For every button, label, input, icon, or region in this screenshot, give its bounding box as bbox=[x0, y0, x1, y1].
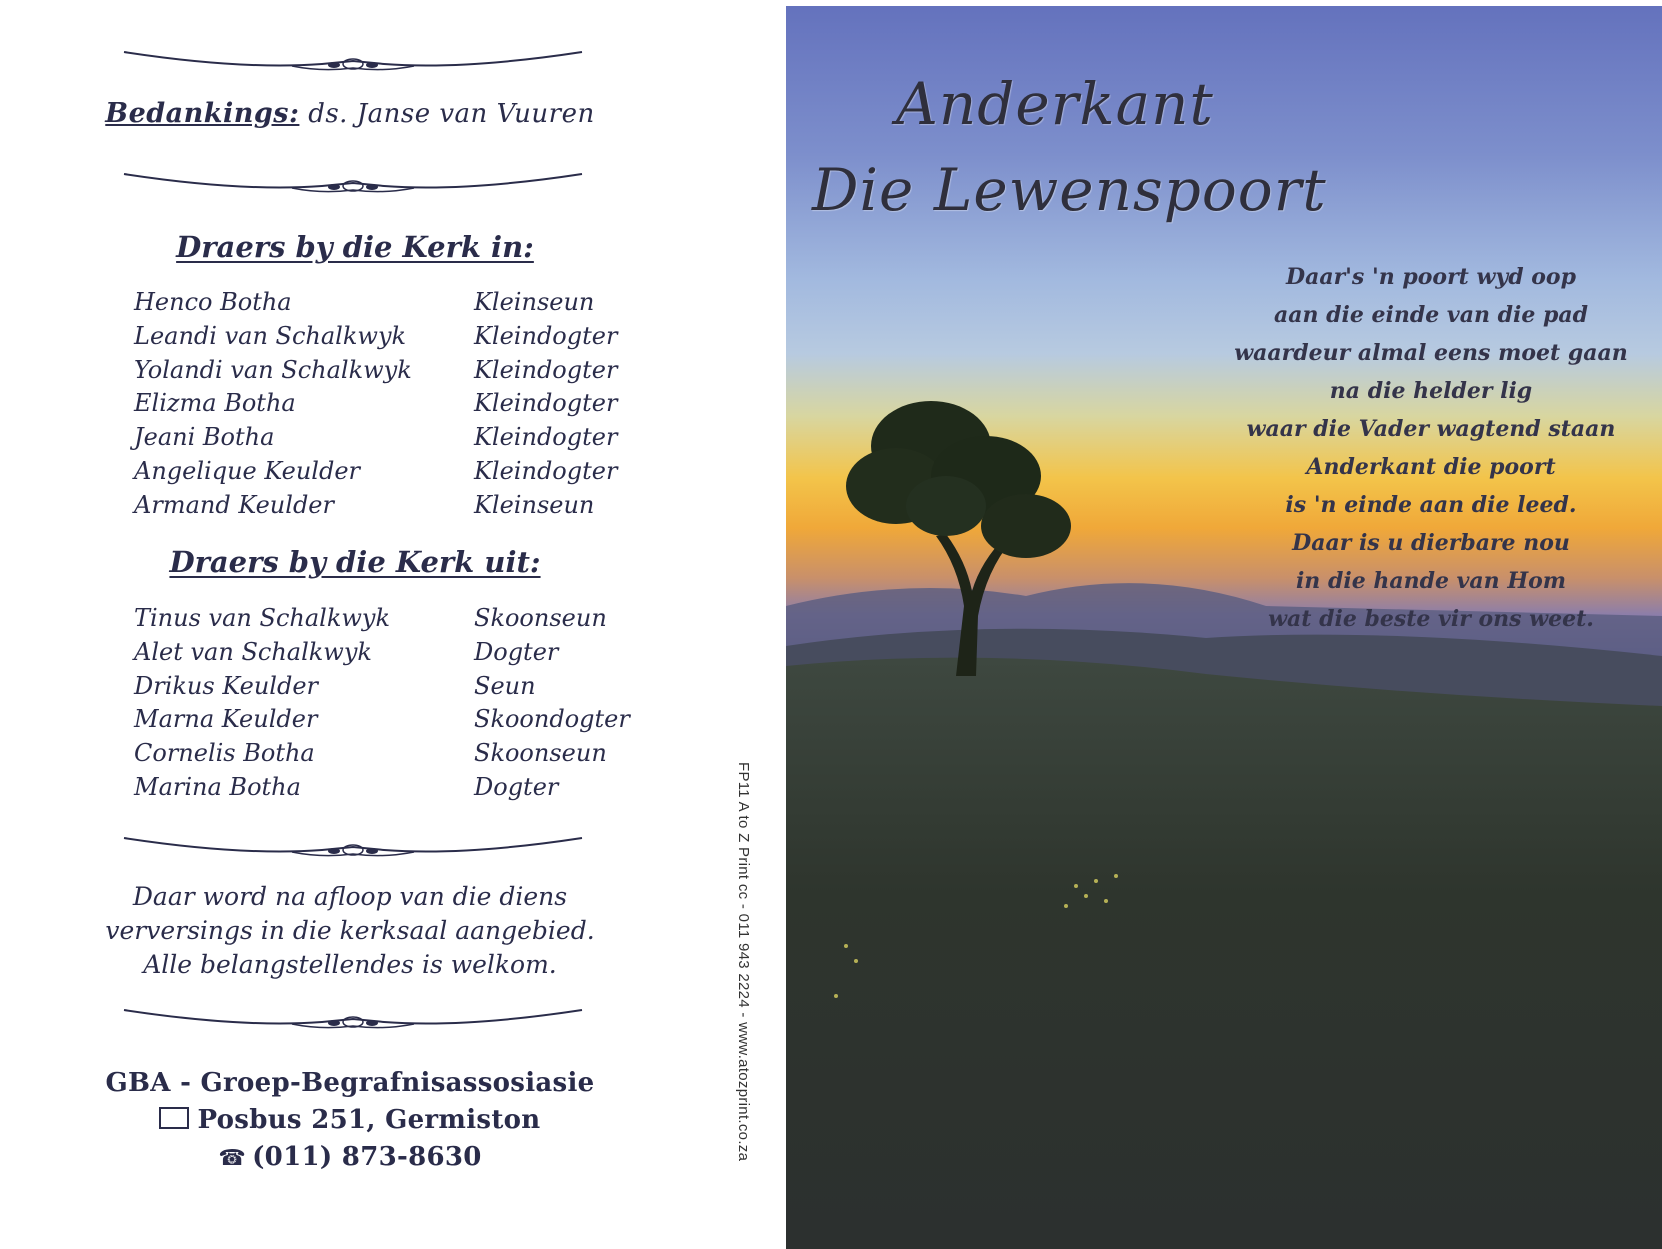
poem-line: na die helder lig bbox=[1329, 378, 1533, 404]
list-item bbox=[134, 288, 634, 322]
pallbearer-relation: Kleinseun bbox=[474, 490, 595, 519]
pallbearer-name: Tinus van Schalkwyk bbox=[134, 604, 391, 632]
acknowledgements bbox=[0, 98, 700, 129]
pallbearer-name: Henco Botha bbox=[134, 288, 292, 316]
notice-line: Daar word na afloop van die diens bbox=[132, 882, 568, 911]
list-item bbox=[134, 604, 634, 638]
ornament-divider bbox=[122, 44, 584, 78]
pallbearer-name: Yolandi van Schalkwyk bbox=[134, 355, 412, 384]
pallbearers-out-list bbox=[134, 604, 634, 807]
poem-line: Daar's 'n poort wyd oop bbox=[1286, 264, 1576, 290]
list-item bbox=[134, 739, 634, 773]
ornament-divider bbox=[122, 166, 584, 200]
pallbearer-relation: Kleinseun bbox=[474, 288, 595, 316]
pallbearer-name: Leandi van Schalkwyk bbox=[134, 321, 407, 350]
pallbearer-name: Drikus Keulder bbox=[134, 671, 318, 700]
pallbearer-name: Marina Botha bbox=[134, 772, 301, 801]
poem-line: wat die beste vir ons weet. bbox=[1268, 606, 1594, 632]
pallbearer-relation: Kleindogter bbox=[474, 456, 618, 485]
acknowledgements-value: ds. Janse van Vuuren bbox=[308, 99, 595, 129]
pallbearer-relation: Skoondogter bbox=[474, 705, 630, 734]
list-item bbox=[134, 322, 634, 356]
pallbearers-in-heading: Draers by die Kerk in: bbox=[176, 230, 534, 264]
list-item bbox=[134, 491, 634, 525]
association-phone bbox=[0, 1139, 700, 1177]
pallbearer-name: Jeani Botha bbox=[134, 423, 275, 452]
list-item bbox=[134, 389, 634, 423]
pallbearer-relation: Kleindogter bbox=[474, 321, 618, 350]
list-item bbox=[134, 423, 634, 457]
pallbearer-name: Alet van Schalkwyk bbox=[134, 637, 372, 666]
pallbearer-name: Elizma Botha bbox=[134, 389, 296, 418]
cover-title-line1: Anderkant bbox=[896, 70, 1214, 138]
list-item bbox=[134, 356, 634, 390]
association-name: GBA - Groep-Begrafnisassosiasie bbox=[105, 1068, 595, 1098]
poem-line: Daar is u dierbare nou bbox=[1292, 530, 1570, 556]
ornament-divider bbox=[122, 1002, 584, 1036]
cover-page bbox=[786, 6, 1662, 1249]
poem-line: waar die Vader wagtend staan bbox=[1246, 416, 1616, 442]
refreshments-notice bbox=[0, 880, 700, 982]
pallbearer-name: Cornelis Botha bbox=[134, 739, 315, 768]
pallbearer-name: Angelique Keulder bbox=[134, 456, 361, 485]
poem-line: aan die einde van die pad bbox=[1273, 302, 1589, 328]
list-item bbox=[134, 773, 634, 807]
printer-credit-text: FP11 A to Z Print cc - 011 943 2224 - www.atozprint.co.za bbox=[735, 762, 752, 1162]
pallbearer-relation: Seun bbox=[474, 671, 536, 700]
pallbearer-relation: Kleindogter bbox=[474, 389, 618, 418]
funeral-association bbox=[0, 1065, 700, 1177]
pallbearer-relation: Dogter bbox=[474, 772, 559, 801]
list-item bbox=[134, 638, 634, 672]
mail-icon bbox=[159, 1107, 189, 1129]
association-postal bbox=[0, 1102, 700, 1139]
pallbearers-out-heading: Draers by die Kerk uit: bbox=[169, 545, 541, 579]
poem-line: waardeur almal eens moet gaan bbox=[1234, 340, 1628, 366]
acknowledgements-label: Bedankings: bbox=[105, 98, 300, 129]
notice-line: verversings in die kerksaal aangebied. bbox=[105, 916, 595, 945]
cover-poem bbox=[1216, 258, 1646, 638]
pallbearers-in-list bbox=[134, 288, 634, 525]
phone-number: (011) 873-8630 bbox=[252, 1142, 482, 1172]
notice-line: Alle belangstellendes is welkom. bbox=[143, 950, 557, 979]
ornament-divider bbox=[122, 830, 584, 864]
pallbearer-name: Marna Keulder bbox=[134, 705, 318, 734]
cover-title-line2: Die Lewenspoort bbox=[812, 156, 1327, 224]
list-item bbox=[134, 672, 634, 706]
pallbearer-relation: Kleindogter bbox=[474, 423, 618, 452]
left-page bbox=[0, 0, 740, 1249]
list-item bbox=[134, 457, 634, 491]
pallbearer-relation: Kleindogter bbox=[474, 355, 618, 384]
pallbearer-relation: Dogter bbox=[474, 637, 559, 666]
poem-line: Anderkant die poort bbox=[1306, 454, 1556, 480]
printer-credit bbox=[735, 762, 772, 1192]
pallbearer-relation: Skoonseun bbox=[474, 604, 607, 632]
phone-icon: ☎ bbox=[218, 1146, 247, 1171]
poem-line: is 'n einde aan die leed. bbox=[1285, 492, 1577, 518]
postal-address: Posbus 251, Germiston bbox=[197, 1105, 541, 1135]
pallbearer-name: Armand Keulder bbox=[134, 490, 334, 519]
poem-line: in die hande van Hom bbox=[1295, 568, 1567, 594]
list-item bbox=[134, 705, 634, 739]
pallbearer-relation: Skoonseun bbox=[474, 739, 607, 768]
